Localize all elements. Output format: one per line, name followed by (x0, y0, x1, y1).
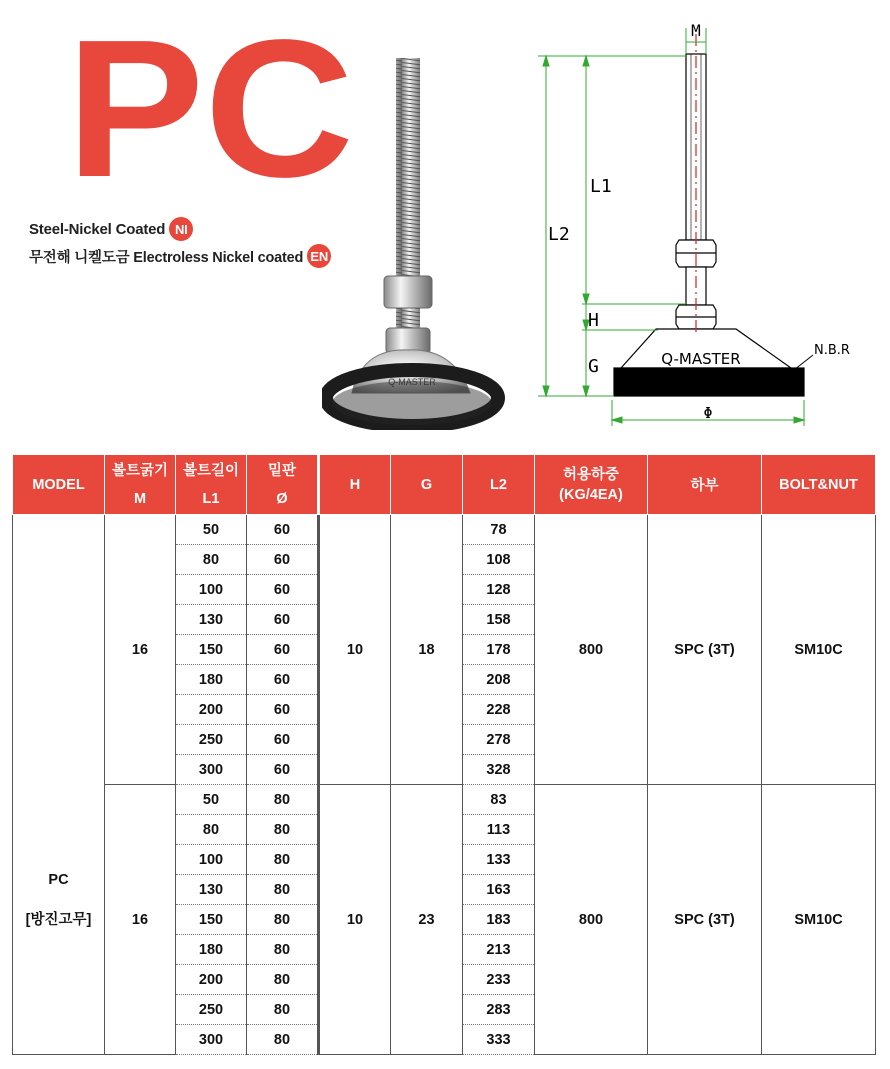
dim-g-label: G (588, 356, 599, 377)
cell-l1: 80 (176, 815, 247, 845)
cell-diameter: 80 (247, 815, 319, 845)
coating-badge-en: EN (307, 244, 331, 268)
cell-diameter: 60 (247, 755, 319, 785)
cell-h: 10 (319, 515, 391, 785)
dim-phi-label: Φ (703, 404, 713, 422)
model-name: PC (48, 871, 69, 888)
cell-g: 23 (391, 785, 463, 1055)
dim-l1-label: L1 (590, 176, 612, 197)
header-m: 볼트굵기 M (105, 455, 176, 515)
cell-l1: 130 (176, 605, 247, 635)
cell-l2: 158 (463, 605, 535, 635)
table-row (13, 785, 876, 815)
model-desc: [방진고무] (25, 911, 92, 928)
dim-l2-label: L2 (548, 224, 570, 245)
cell-l2: 108 (463, 545, 535, 575)
cell-diameter: 60 (247, 725, 319, 755)
header-h: H (319, 455, 391, 515)
cell-l2: 133 (463, 845, 535, 875)
hex-nut-upper (384, 276, 432, 308)
cell-l2: 213 (463, 935, 535, 965)
cell-h: 10 (319, 785, 391, 1055)
cell-load: 800 (535, 515, 648, 785)
coating-label: Steel-Nickel Coated (29, 220, 166, 238)
coating-nickel (29, 217, 193, 241)
header-bolt: BOLT&NUT (762, 455, 876, 515)
table-row (13, 515, 876, 545)
cell-l1: 300 (176, 1025, 247, 1055)
header-g: G (391, 455, 463, 515)
cell-diameter: 60 (247, 695, 319, 725)
technical-drawing (526, 14, 876, 428)
cell-l2: 83 (463, 785, 535, 815)
cell-l1: 200 (176, 965, 247, 995)
cell-l2: 233 (463, 965, 535, 995)
cell-l2: 228 (463, 695, 535, 725)
cell-diameter: 80 (247, 785, 319, 815)
dim-m-label: M (691, 21, 701, 40)
header-model: MODEL (13, 455, 105, 515)
cell-l2: 328 (463, 755, 535, 785)
spec-table-body (13, 515, 876, 1055)
model-cell (13, 515, 105, 1055)
cell-l1: 130 (176, 875, 247, 905)
pc-logo (66, 28, 356, 180)
cell-diameter: 60 (247, 575, 319, 605)
cell-diameter: 80 (247, 1025, 319, 1055)
coating-badge-ni: NI (169, 217, 193, 241)
cell-l1: 100 (176, 575, 247, 605)
header-l2: L2 (463, 455, 535, 515)
leveling-foot-photo (322, 58, 512, 430)
cell-l2: 183 (463, 905, 535, 935)
cell-bolt: SM10C (762, 785, 876, 1055)
cell-base: SPC (3T) (648, 785, 762, 1055)
drawing-nbr-label: N.B.R (814, 343, 850, 358)
cell-l2: 278 (463, 725, 535, 755)
cell-l1: 150 (176, 905, 247, 935)
dim-h-label: H (588, 310, 599, 331)
cell-diameter: 80 (247, 995, 319, 1025)
cell-diameter: 80 (247, 965, 319, 995)
cell-l2: 283 (463, 995, 535, 1025)
cell-diameter: 60 (247, 635, 319, 665)
cell-l1: 180 (176, 665, 247, 695)
drawing-brand-label: Q-MASTER (661, 350, 741, 368)
header-l1: 볼트길이 L1 (176, 455, 247, 515)
spec-table (12, 454, 876, 1055)
coating-electroless (29, 244, 331, 268)
header-load: 허용하중 (KG/4EA) (535, 455, 648, 515)
cell-l2: 78 (463, 515, 535, 545)
cell-base: SPC (3T) (648, 515, 762, 785)
cell-diameter: 80 (247, 905, 319, 935)
cell-l2: 113 (463, 815, 535, 845)
cell-diameter: 60 (247, 665, 319, 695)
coating-label: 무전해 니켈도금 Electroless Nickel coated (29, 249, 304, 266)
cell-l1: 50 (176, 785, 247, 815)
cell-l1: 50 (176, 515, 247, 545)
cell-g: 18 (391, 515, 463, 785)
cell-l1: 150 (176, 635, 247, 665)
cell-diameter: 60 (247, 515, 319, 545)
cell-l2: 163 (463, 875, 535, 905)
cell-l2: 333 (463, 1025, 535, 1055)
cell-diameter: 80 (247, 845, 319, 875)
cell-diameter: 80 (247, 935, 319, 965)
cell-l2: 178 (463, 635, 535, 665)
cell-l2: 128 (463, 575, 535, 605)
base-marking: Q-MASTER (388, 377, 436, 387)
cell-l1: 100 (176, 845, 247, 875)
cell-l1: 80 (176, 545, 247, 575)
cell-l1: 250 (176, 725, 247, 755)
header-base: 하부 (648, 455, 762, 515)
table-header-row (13, 455, 876, 515)
cell-diameter: 60 (247, 545, 319, 575)
cell-l2: 208 (463, 665, 535, 695)
cell-diameter: 80 (247, 875, 319, 905)
cell-l1: 180 (176, 935, 247, 965)
cell-l1: 300 (176, 755, 247, 785)
cell-bolt: SM10C (762, 515, 876, 785)
pc-logo-text: PC (66, 28, 354, 180)
cell-m: 16 (105, 785, 176, 1055)
cell-l1: 200 (176, 695, 247, 725)
cell-l1: 250 (176, 995, 247, 1025)
header-diameter: 밑판 Ø (247, 455, 319, 515)
cell-diameter: 60 (247, 605, 319, 635)
cell-load: 800 (535, 785, 648, 1055)
cell-m: 16 (105, 515, 176, 785)
